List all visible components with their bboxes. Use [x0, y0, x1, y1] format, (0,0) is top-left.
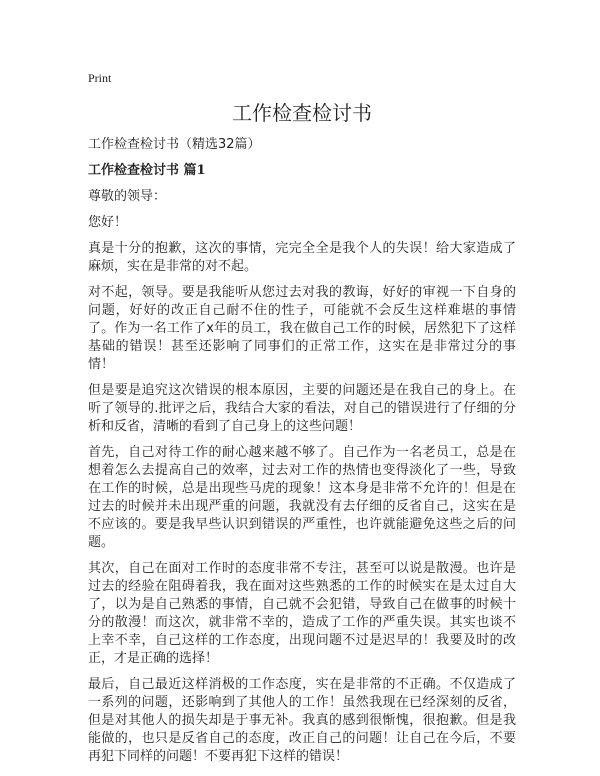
document-subtitle: 工作检查检讨书（精选32篇）	[88, 137, 261, 152]
greeting: 尊敬的领导：	[88, 189, 167, 204]
paragraph: 最后，自己最近这样消极的工作态度，实在是非常的不正确。不仅造成了一系列的问题，还影响到了其他人的工作！虽然我现在已经深刻的反省，但是对其他人的损失却是于事无补。我真的感到很惭愧，很抱歉。但是我能做的，也只是反省自己的态度，改正自己的问题！让自己在今后，不要再犯下同样的问题！不要再犯下这样的错误！	[88, 677, 516, 764]
document-page	[88, 70, 516, 774]
hello-line: 您好！	[88, 215, 128, 230]
section-heading: 工作检查检讨书 篇1	[88, 163, 206, 178]
paragraph: 但是要是追究这次错误的根本原因，主要的问题还是在我自己的身上。在听了领导的.批评之后，我结合大家的看法，对自己的错误进行了仔细的分析和反省，清晰的看到了自己身上的这些问题！	[88, 383, 516, 434]
paragraph: 对不起，领导。要是我能听从您过去对我的教诲，好好的审视一下自身的问题，好好的改正自己耐不住的性子，可能就不会反生这样难堪的事情了。作为一名工作了x年的员工，我在做自己工作的时候，居然犯下了这样基础的错误！甚至还影响了同事们的正常工作，这实在是非常过分的事情！	[88, 285, 516, 372]
document-title: 工作检查检讨书	[232, 101, 372, 125]
print-link[interactable]: Print	[88, 71, 112, 85]
paragraph: 首先，自己对待工作的耐心越来越不够了。自己作为一名老员工，总是在想着怎么去提高自己的效率，过去对工作的热情也变得淡化了一些，导致在工作的时候，总是出现些马虎的现象！这本身是非常不允许的！但是在过去的时候并未出现严重的问题，我就没有去仔细的反省自己，这实在是不应该的。要是我早些认识到错误的严重性，也许就能避免这些之后的问题。	[88, 445, 516, 550]
paragraph: 真是十分的抱歉，这次的事情，完完全全是我个人的失误！给大家造成了麻烦，实在是非常的对不起。	[88, 241, 516, 274]
paragraph: 其次，自己在面对工作时的态度非常不专注，甚至可以说是散漫。也许是过去的经验在阻碍着我，我在面对这些熟悉的工作的时候实在是太过自大了，以为是自己熟悉的事情，自己就不会犯错，导致自己在做事的时候十分的散漫！而这次，就非常不幸的，造成了工作的严重失误。其实也谈不上幸不幸，自己这样的工作态度，出现问题不过是迟早的！我要及时的改正，才是正确的选择！	[88, 561, 516, 666]
